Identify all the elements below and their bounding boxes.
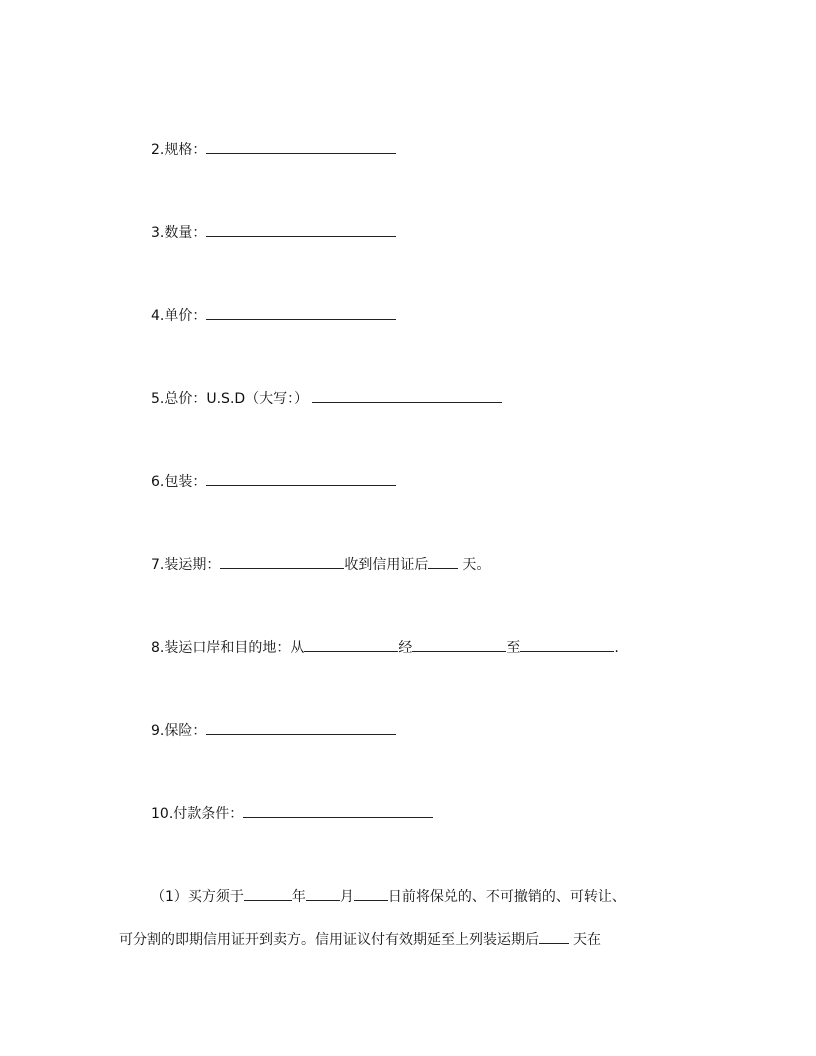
spec-line (151, 139, 396, 159)
packing-line (151, 471, 396, 491)
packing-blank[interactable] (206, 471, 396, 486)
clause1-days-blank[interactable] (539, 929, 569, 944)
payment-line (151, 803, 433, 823)
clause1-line2 (119, 929, 601, 949)
total-price-line (151, 388, 502, 408)
clause1-line2-end: 天在 (573, 932, 601, 948)
insurance-blank[interactable] (206, 720, 396, 735)
unit-price-label: 4.单价： (151, 308, 207, 324)
total-price-label: 5.总价：U.S.D（大写：） (151, 391, 309, 407)
clause1-lead: （1）买方须于 (151, 889, 244, 905)
insurance-line (151, 720, 396, 740)
quantity-blank[interactable] (206, 222, 396, 237)
clause1-year-text: 年 (291, 889, 306, 905)
unit-price-line (151, 305, 396, 325)
shipment-label: 7.装运期： (151, 557, 221, 573)
unit-price-blank[interactable] (206, 305, 396, 320)
total-price-blank[interactable] (312, 388, 502, 403)
clause1-line2-text: 可分割的即期信用证开到卖方。信用证议付有效期延至上列装运期后 (119, 932, 539, 948)
clause1-month-text: 月 (339, 889, 354, 905)
payment-blank[interactable] (243, 803, 433, 818)
port-line (151, 637, 619, 657)
port-end-text: . (614, 640, 619, 656)
port-to-blank[interactable] (520, 637, 614, 652)
port-via-blank[interactable] (412, 637, 506, 652)
shipment-days-blank[interactable] (428, 554, 458, 569)
shipment-date-blank[interactable] (220, 554, 344, 569)
shipment-suffix-text: 天。 (462, 557, 491, 573)
clause1-day-blank[interactable] (354, 886, 388, 901)
spec-label: 2.规格： (151, 142, 207, 158)
port-from-blank[interactable] (304, 637, 398, 652)
clause1-month-blank[interactable] (306, 886, 340, 901)
clause1-line1 (151, 886, 626, 906)
packing-label: 6.包装： (151, 474, 207, 490)
port-via-text: 经 (398, 640, 413, 656)
spec-blank[interactable] (206, 139, 396, 154)
port-label: 8.装运口岸和目的地：从 (151, 640, 305, 656)
shipment-line (151, 554, 490, 574)
payment-label: 10.付款条件： (151, 806, 244, 822)
port-to-text: 至 (506, 640, 521, 656)
clause1-year-blank[interactable] (244, 886, 292, 901)
clause1-day-text: 日前将保兑的、不可撤销的、可转让、 (387, 889, 626, 905)
shipment-middle-text: 收到信用证后 (344, 557, 429, 573)
quantity-line (151, 222, 396, 242)
quantity-label: 3.数量： (151, 225, 207, 241)
insurance-label: 9.保险： (151, 723, 207, 739)
